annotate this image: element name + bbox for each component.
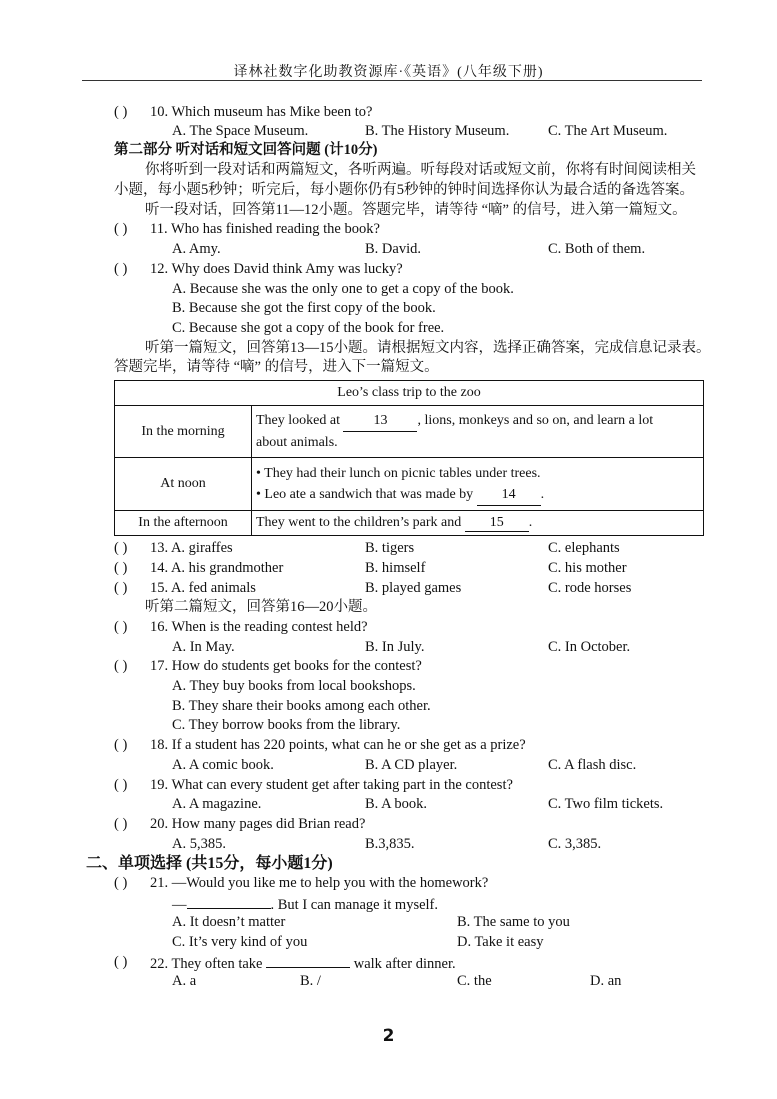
q15-option-b: B. played games [365, 580, 462, 596]
row3-text-post: . [528, 514, 533, 530]
question-17: 17. How do students get books for the contest? [150, 658, 422, 674]
q16-option-b: B. In July. [365, 639, 425, 655]
q17-option-c: C. They borrow books from the library. [172, 717, 401, 733]
section-2-title: 二、单项选择 (共15分，每小题1分) [86, 855, 333, 872]
q18-option-c: C. A flash disc. [548, 757, 637, 773]
table-title: Leo’s class trip to the zoo [115, 381, 704, 406]
q12-option-c: C. Because she got a copy of the book for free. [172, 320, 445, 336]
answer-bracket[interactable]: ( ) [114, 875, 128, 891]
row-label-afternoon: In the afternoon [115, 511, 252, 536]
answer-bracket[interactable]: ( ) [114, 619, 128, 635]
row2-text-pre: • Leo ate a sandwich that was made by [256, 486, 477, 502]
part2-intro-line3: 听一段对话，回答第11—12小题。答题完毕，请等待 “嘀” 的信号，进入第一篇短文。 [145, 202, 687, 218]
q17-option-b: B. They share their books among each other. [172, 698, 431, 714]
question-18: 18. If a student has 220 points, what can he or she get as a prize? [150, 737, 526, 753]
q20-option-c: C. 3,385. [548, 836, 602, 852]
row-label-morning: In the morning [115, 406, 252, 458]
q22-option-b: B. / [300, 973, 321, 989]
row1-text-pre: They looked at [256, 413, 344, 428]
part2-intro-line2: 小题，每小题5秒钟；听完后，每小题你仍有5秒钟的钟时间选择你认为最合适的备选答案。 [114, 182, 694, 198]
row1-text-post2: about animals. [256, 435, 338, 450]
q16-option-a: A. In May. [172, 639, 235, 655]
q22-stem-pre: 22. They often take [150, 956, 267, 972]
q22-stem-post: walk after dinner. [350, 956, 456, 972]
answer-bracket[interactable]: ( ) [114, 221, 128, 237]
row-content-morning [252, 406, 704, 458]
answer-bracket[interactable]: ( ) [114, 540, 128, 556]
question-13: 13. A. giraffes [150, 540, 233, 556]
row-content-afternoon [252, 511, 704, 536]
question-21: 21. —Would you like me to help you with the homework? [150, 875, 489, 891]
q20-option-b: B.3,835. [365, 836, 415, 852]
question-22 [150, 953, 456, 973]
q22-option-c: C. the [457, 973, 492, 989]
answer-bracket[interactable]: ( ) [114, 104, 128, 120]
blank-21[interactable] [187, 894, 271, 909]
page-header: 译林社数字化助教资源库·《英语》(八年级下册) [233, 65, 544, 80]
q13-option-b: B. tigers [365, 540, 415, 556]
reply-dash: — [172, 897, 187, 913]
info-record-table [114, 380, 704, 536]
answer-bracket[interactable]: ( ) [114, 261, 128, 277]
answer-bracket[interactable]: ( ) [114, 560, 128, 576]
passage2-intro: 听第二篇短文，回答第16—20小题。 [145, 599, 377, 615]
row3-text-pre: They went to the children’s park and [256, 514, 465, 530]
blank-13[interactable]: 13 [343, 410, 417, 432]
passage1-intro-line1: 听第一篇短文，回答第13—15小题。请根据短文内容，选择正确答案，完成信息记录表。 [145, 340, 711, 356]
q13-option-c: C. elephants [548, 540, 620, 556]
page-number: 2 [382, 1026, 395, 1046]
q12-option-b: B. Because she got the first copy of the book. [172, 300, 436, 316]
question-16: 16. When is the reading contest held? [150, 619, 368, 635]
part2-title: 第二部分 听对话和短文回答问题 (计10分) [114, 142, 378, 158]
q14-option-c: C. his mother [548, 560, 627, 576]
q18-option-b: B. A CD player. [365, 757, 458, 773]
q19-option-a: A. A magazine. [172, 796, 262, 812]
question-14: 14. A. his grandmother [150, 560, 284, 576]
passage1-intro-line2: 答题完毕，请等待 “嘀” 的信号，进入下一篇短文。 [114, 359, 439, 375]
row1-text-post: , lions, monkeys and so on, and learn a lot [417, 413, 654, 428]
q21-reply [172, 894, 438, 914]
q11-option-b: B. David. [365, 241, 421, 257]
blank-22[interactable] [266, 953, 350, 968]
question-15: 15. A. fed animals [150, 580, 256, 596]
header-divider [82, 80, 702, 81]
blank-15[interactable]: 15 [465, 515, 529, 532]
q14-option-b: B. himself [365, 560, 426, 576]
reply-text: . But I can manage it myself. [270, 897, 439, 913]
answer-bracket[interactable]: ( ) [114, 658, 128, 674]
q17-option-a: A. They buy books from local bookshops. [172, 678, 416, 694]
q12-option-a: A. Because she was the only one to get a copy of the book. [172, 281, 514, 297]
question-12: 12. Why does David think Amy was lucky? [150, 261, 403, 277]
answer-bracket[interactable]: ( ) [114, 737, 128, 753]
q19-option-b: B. A book. [365, 796, 428, 812]
q16-option-c: C. In October. [548, 639, 631, 655]
row2-line1: • They had their lunch on picnic tables under trees. [256, 465, 541, 481]
q21-option-c: C. It’s very kind of you [172, 934, 308, 950]
q10-option-b: B. The History Museum. [365, 123, 510, 139]
q21-option-b: B. The same to you [457, 914, 570, 930]
q22-option-d: D. an [590, 973, 622, 989]
q21-option-a: A. It doesn’t matter [172, 914, 286, 930]
q15-option-c: C. rode horses [548, 580, 632, 596]
q20-option-a: A. 5,385. [172, 836, 226, 852]
q11-option-a: A. Amy. [172, 241, 221, 257]
row-content-noon [252, 458, 704, 511]
row-label-noon: At noon [115, 458, 252, 511]
question-20: 20. How many pages did Brian read? [150, 816, 366, 832]
blank-14[interactable]: 14 [477, 484, 541, 506]
q18-option-a: A. A comic book. [172, 757, 274, 773]
q21-option-d: D. Take it easy [457, 934, 544, 950]
answer-bracket[interactable]: ( ) [114, 777, 128, 793]
q11-option-c: C. Both of them. [548, 241, 646, 257]
question-11: 11. Who has finished reading the book? [150, 221, 380, 237]
q10-option-a: A. The Space Museum. [172, 123, 309, 139]
q10-option-c: C. The Art Museum. [548, 123, 668, 139]
question-19: 19. What can every student get after taking part in the contest? [150, 777, 513, 793]
answer-bracket[interactable]: ( ) [114, 580, 128, 596]
row2-text-post: . [540, 486, 545, 502]
part2-intro-line1: 你将听到一段对话和两篇短文，各听两遍。听每段对话或短文前，你将有时间阅读相关 [145, 162, 696, 178]
q19-option-c: C. Two film tickets. [548, 796, 664, 812]
answer-bracket[interactable]: ( ) [114, 816, 128, 832]
q22-option-a: A. a [172, 973, 197, 989]
answer-bracket[interactable]: ( ) [114, 954, 128, 970]
question-10: 10. Which museum has Mike been to? [150, 104, 373, 120]
